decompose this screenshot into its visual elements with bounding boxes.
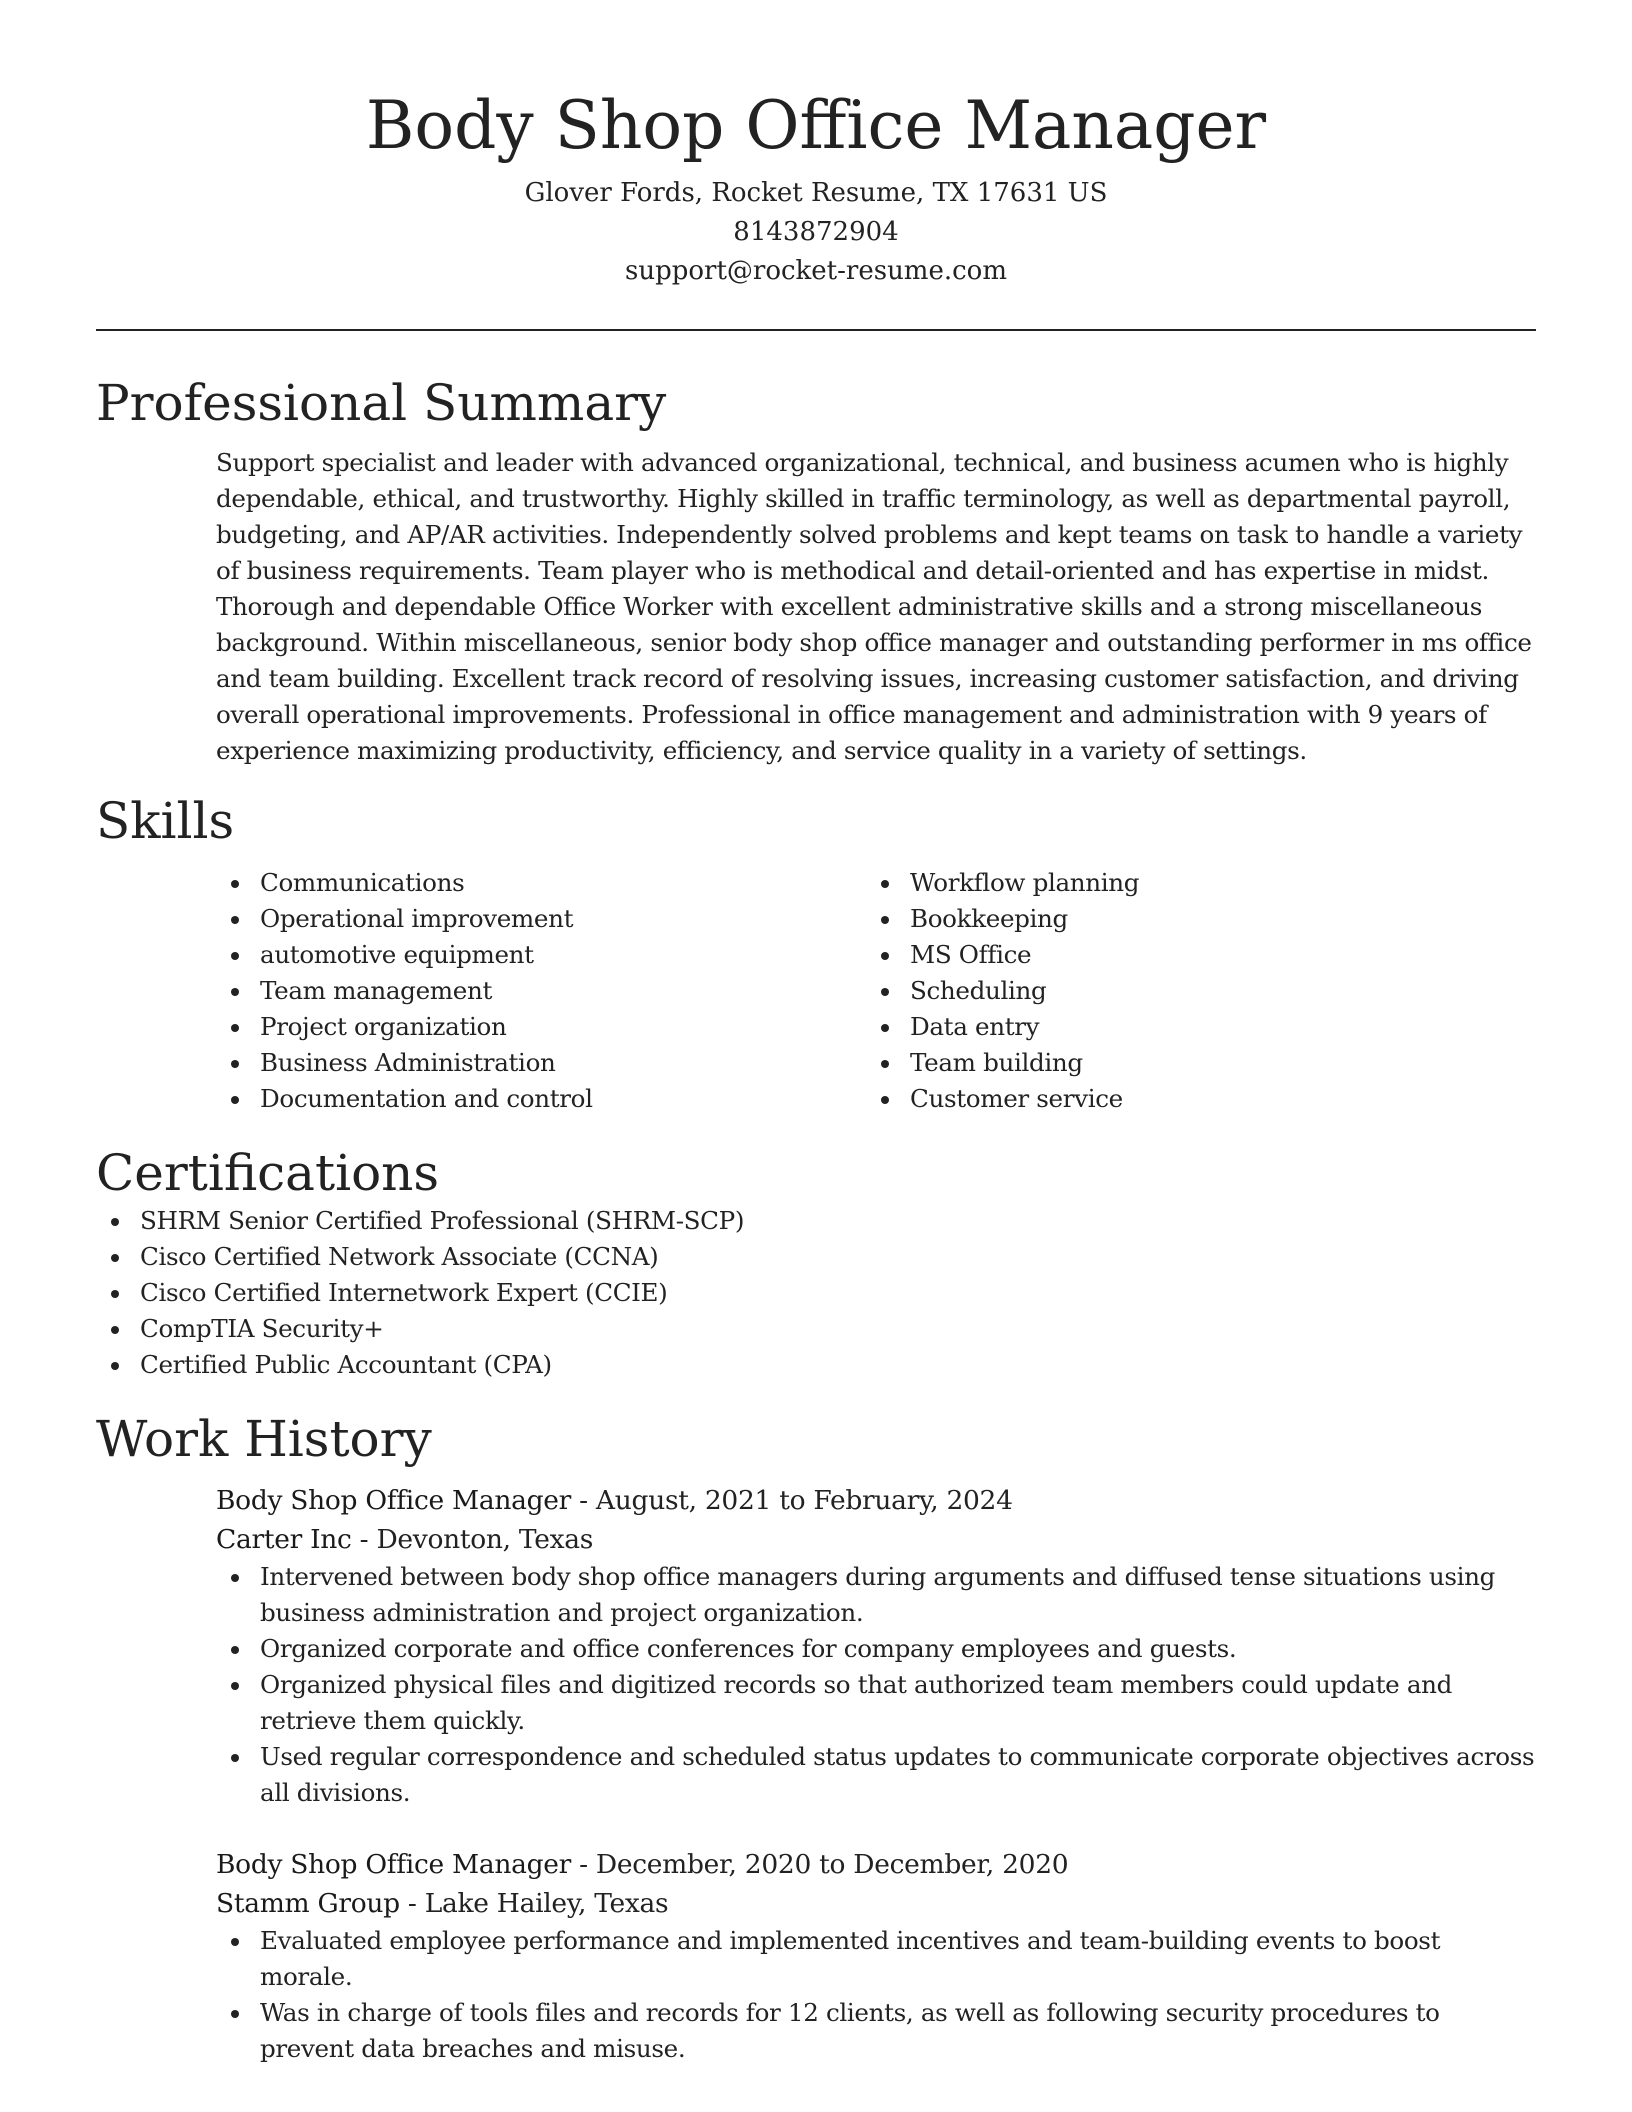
bullet-icon	[231, 916, 239, 924]
bullet-icon	[111, 1362, 119, 1370]
job-title-line	[216, 1481, 1536, 1520]
skills-columns	[216, 865, 1536, 1117]
professional-summary-section	[96, 373, 1536, 769]
bullet-icon	[231, 988, 239, 996]
address: Glover Fords, Rocket Resume, TX 17631 US	[524, 178, 1108, 208]
skill-item: Scheduling	[866, 973, 1516, 1009]
certification-item: CompTIA Security+	[96, 1311, 1536, 1347]
bullet-icon	[231, 1574, 239, 1582]
skill-item: Communications	[216, 865, 866, 901]
skill-item: Customer service	[866, 1081, 1516, 1117]
bullet-icon	[881, 952, 889, 960]
resume-header	[96, 0, 1536, 291]
skill-item: automotive equipment	[216, 937, 866, 973]
bullet-icon	[111, 1218, 119, 1226]
skill-item: Team building	[866, 1045, 1516, 1081]
skill-item: Business Administration	[216, 1045, 866, 1081]
bullet-icon	[231, 1060, 239, 1068]
bullet-icon	[881, 1096, 889, 1104]
skill-item: MS Office	[866, 937, 1516, 973]
job-duty-item: Used regular correspondence and scheduled status updates to communicate corporate objectives across all divisions.	[216, 1739, 1536, 1811]
bullet-icon	[111, 1326, 119, 1334]
job-title-line	[216, 1845, 1536, 1884]
job-role: Body Shop Office Manager	[216, 1849, 572, 1880]
job-entry	[216, 1481, 1536, 1811]
section-title-work-history: Work History	[96, 1410, 432, 1468]
bullet-icon	[881, 1060, 889, 1068]
section-title-skills: Skills	[96, 792, 235, 850]
skill-item: Documentation and control	[216, 1081, 866, 1117]
job-duty-item: Was in charge of tools files and records for 12 clients, as well as following security procedures to prevent data breaches and misuse.	[216, 1995, 1536, 2067]
phone-number: 8143872904	[733, 217, 899, 247]
certifications-list	[96, 1203, 1536, 1383]
certification-item: SHRM Senior Certified Professional (SHRM-SCP)	[96, 1203, 1536, 1239]
bullet-icon	[111, 1290, 119, 1298]
job-duties-list	[216, 1923, 1536, 2067]
job-company: Stamm Group	[216, 1888, 400, 1919]
bullet-icon	[231, 2010, 239, 2018]
bullet-icon	[881, 880, 889, 888]
bullet-icon	[231, 952, 239, 960]
certification-item: Cisco Certified Internetwork Expert (CCIE)	[96, 1275, 1536, 1311]
email-address: support@rocket-resume.com	[624, 256, 1007, 286]
summary-text: Support specialist and leader with advanced organizational, technical, and business acumen who is highly dependable, ethical, and trustworthy. Highly skilled in traffic terminology, as well as departmental payroll, budgeting, and AP/AR activities. Independently solved problems and kept teams on task to handle a variety of business requirements. Team player who is methodical and detail-oriented and has expertise in midst. Thorough and dependable Office Worker with excellent administrative skills and a strong miscellaneous background. Within miscellaneous, senior body shop office manager and outstanding performer in ms office and team building. Excellent track record of resolving issues, increasing customer satisfaction, and driving overall operational improvements. Professional in office management and administration with 9 years of experience maximizing productivity, efficiency, and service quality in a variety of settings.	[216, 448, 1532, 765]
job-company: Carter Inc	[216, 1524, 352, 1555]
bullet-icon	[881, 1024, 889, 1032]
job-dates: - December, 2020 to December, 2020	[571, 1849, 1069, 1880]
skill-item: Operational improvement	[216, 901, 866, 937]
section-title-summary: Professional Summary	[96, 374, 667, 432]
skill-item: Project organization	[216, 1009, 866, 1045]
bullet-icon	[881, 916, 889, 924]
job-duty-item: Organized physical files and digitized records so that authorized team members could update and retrieve them quickly.	[216, 1667, 1536, 1739]
skill-item: Team management	[216, 973, 866, 1009]
bullet-icon	[231, 1938, 239, 1946]
bullet-icon	[231, 1024, 239, 1032]
skill-item: Bookkeeping	[866, 901, 1516, 937]
bullet-icon	[231, 880, 239, 888]
skills-column-left	[216, 865, 866, 1117]
job-entry	[216, 1845, 1536, 2067]
job-dates: - August, 2021 to February, 2024	[571, 1485, 1013, 1516]
skills-section	[96, 791, 1536, 1117]
skill-item: Data entry	[866, 1009, 1516, 1045]
skills-column-right	[866, 865, 1516, 1117]
section-title-certifications: Certifications	[96, 1144, 440, 1202]
certification-item: Certified Public Accountant (CPA)	[96, 1347, 1536, 1383]
bullet-icon	[231, 1754, 239, 1762]
job-duties-list	[216, 1559, 1536, 1811]
skill-item: Workflow planning	[866, 865, 1516, 901]
bullet-icon	[111, 1254, 119, 1262]
job-location: - Lake Hailey, Texas	[399, 1888, 669, 1919]
job-location: - Devonton, Texas	[351, 1524, 594, 1555]
job-company-line	[216, 1520, 1536, 1559]
job-duty-item: Evaluated employee performance and implemented incentives and team-building events to boost morale.	[216, 1923, 1536, 1995]
bullet-icon	[231, 1646, 239, 1654]
job-duty-item: Intervened between body shop office managers during arguments and diffused tense situations using business administration and project organization.	[216, 1559, 1536, 1631]
resume-page	[96, 0, 1536, 2067]
header-divider	[96, 329, 1536, 331]
job-duty-item: Organized corporate and office conferences for company employees and guests.	[216, 1631, 1536, 1667]
work-history-section	[96, 1409, 1536, 2067]
bullet-icon	[881, 988, 889, 996]
job-role: Body Shop Office Manager	[216, 1485, 572, 1516]
job-company-line	[216, 1884, 1536, 1923]
bullet-icon	[231, 1096, 239, 1104]
bullet-icon	[231, 1682, 239, 1690]
certification-item: Cisco Certified Network Associate (CCNA)	[96, 1239, 1536, 1275]
certifications-section	[96, 1143, 1536, 1383]
candidate-name: Body Shop Office Manager	[365, 87, 1267, 164]
contact-block	[96, 174, 1536, 291]
